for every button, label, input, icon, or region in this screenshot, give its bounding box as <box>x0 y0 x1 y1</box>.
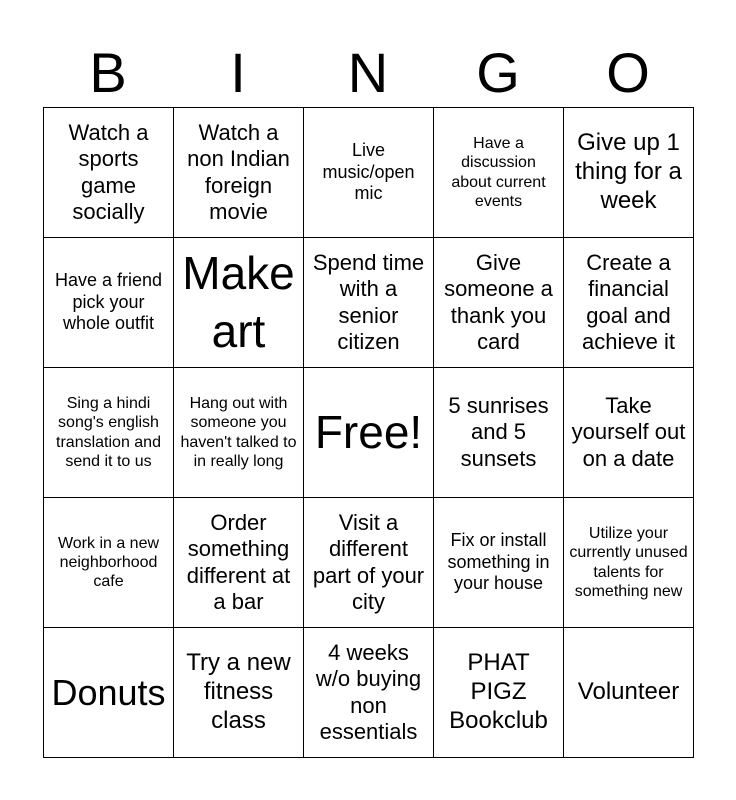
free-space-cell[interactable]: Free! <box>304 368 434 498</box>
bingo-cell[interactable]: Visit a different part of your city <box>304 498 434 628</box>
bingo-cell[interactable]: Utilize your currently unused talents for something new <box>564 498 694 628</box>
header-letter-n: N <box>347 41 389 104</box>
header-letter-i: I <box>230 41 246 104</box>
bingo-cell[interactable]: PHAT PIGZ Bookclub <box>434 628 564 758</box>
bingo-cell[interactable]: Have a friend pick your whole outfit <box>44 238 174 368</box>
bingo-cell[interactable]: Fix or install something in your house <box>434 498 564 628</box>
bingo-cell[interactable]: Sing a hindi song's english translation and send it to us <box>44 368 174 498</box>
bingo-header <box>43 40 693 106</box>
bingo-cell[interactable]: Spend time with a senior citizen <box>304 238 434 368</box>
board-row <box>44 368 694 498</box>
bingo-cell[interactable]: Order something different at a bar <box>174 498 304 628</box>
bingo-cell[interactable]: Watch a non Indian foreign movie <box>174 108 304 238</box>
bingo-cell[interactable]: Create a financial goal and achieve it <box>564 238 694 368</box>
board-row <box>44 238 694 368</box>
bingo-cell[interactable]: Give up 1 thing for a week <box>564 108 694 238</box>
bingo-cell[interactable]: Take yourself out on a date <box>564 368 694 498</box>
bingo-cell[interactable]: 4 weeks w/o buying non essentials <box>304 628 434 758</box>
bingo-cell[interactable]: Watch a sports game socially <box>44 108 174 238</box>
bingo-cell[interactable]: Make art <box>174 238 304 368</box>
board-row <box>44 628 694 758</box>
bingo-cell[interactable]: Have a discussion about current events <box>434 108 564 238</box>
bingo-cell[interactable]: Volunteer <box>564 628 694 758</box>
bingo-cell[interactable]: Give someone a thank you card <box>434 238 564 368</box>
header-letter-o: O <box>606 41 650 104</box>
header-letter-g: G <box>476 41 520 104</box>
bingo-cell[interactable]: Live music/open mic <box>304 108 434 238</box>
bingo-board <box>43 107 694 758</box>
bingo-cell[interactable]: Try a new fitness class <box>174 628 304 758</box>
bingo-cell[interactable]: Hang out with someone you haven't talked to in really long <box>174 368 304 498</box>
board-row <box>44 108 694 238</box>
bingo-cell[interactable]: Work in a new neighborhood cafe <box>44 498 174 628</box>
header-letter-b: B <box>89 41 127 104</box>
bingo-cell[interactable]: Donuts <box>44 628 174 758</box>
bingo-cell[interactable]: 5 sunrises and 5 sunsets <box>434 368 564 498</box>
board-row <box>44 498 694 628</box>
